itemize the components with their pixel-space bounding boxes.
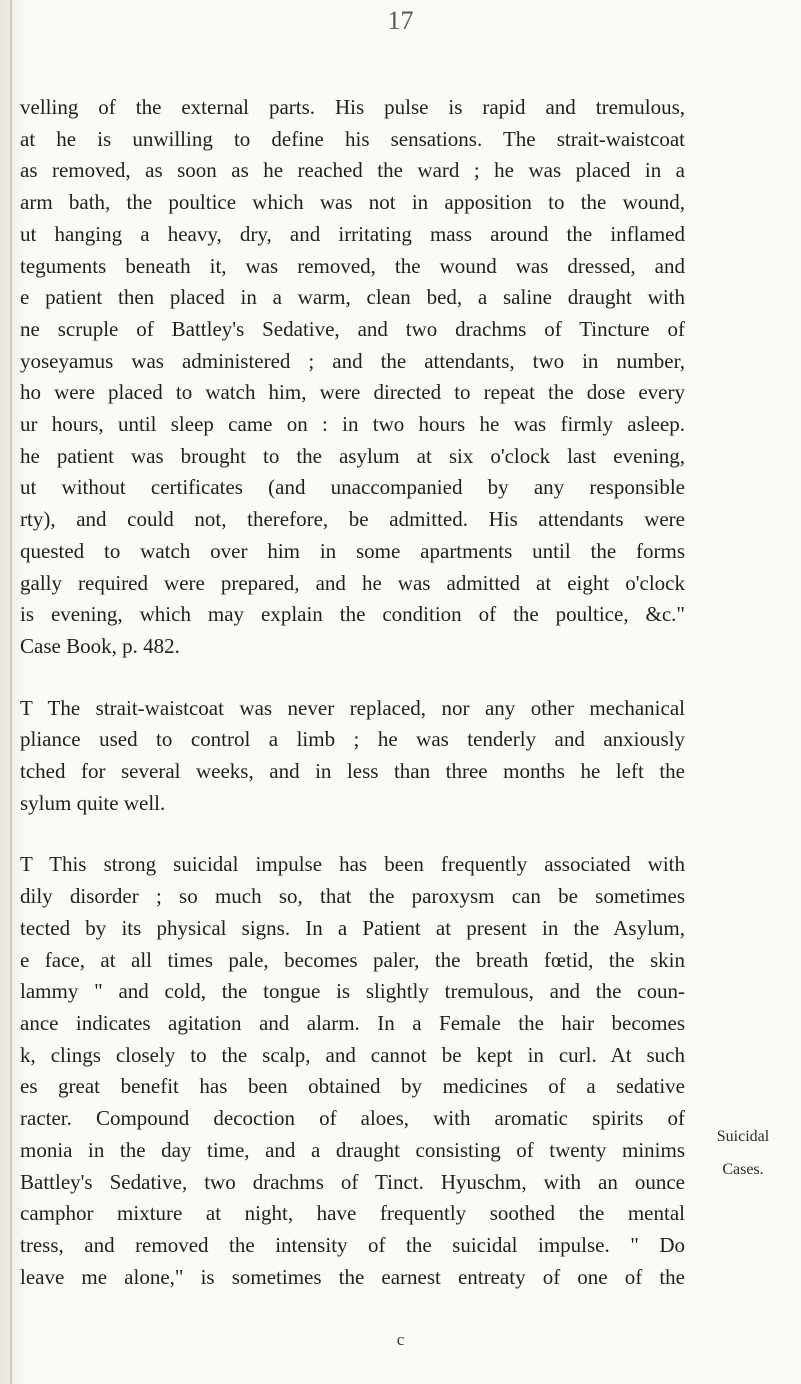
signature-mark: c — [396, 1330, 405, 1349]
text-line: Case Book, p. 482. — [20, 633, 180, 658]
text-line: yoseyamus was administered ; and the attendants, two in number, — [20, 348, 685, 373]
paragraph-2 — [20, 693, 685, 820]
text-line: teguments beneath it, was removed, the wound was dressed, and — [20, 253, 685, 278]
text-line: tress, and removed the intensity of the suicidal impulse. " Do — [20, 1232, 685, 1257]
text-line: at he is unwilling to define his sensations. The strait-waistcoat — [20, 126, 685, 151]
margin-note-line: Cases. — [722, 1161, 764, 1178]
text-line: ance indicates agitation and alarm. In a Female the hair becomes — [20, 1010, 685, 1035]
text-line: sylum quite well. — [20, 790, 166, 815]
text-line: racter. Compound decoction of aloes, with aromatic spirits of — [20, 1106, 685, 1131]
page-number: 17 — [387, 6, 414, 35]
text-line: quested to watch over him in some apartments until the forms — [20, 538, 685, 563]
text-line: monia in the day time, and a draught consisting of twenty minims — [20, 1137, 685, 1162]
text-line: e patient then placed in a warm, clean bed, a saline draught with — [20, 285, 685, 310]
text-line: k, clings closely to the scalp, and cannot be kept in curl. At such — [20, 1042, 685, 1067]
text-line: gally required were prepared, and he was admitted at eight o'clock — [20, 570, 685, 595]
text-line: tched for several weeks, and in less than three months he left the — [20, 759, 685, 784]
text-line: T The strait-waistcoat was never replaced, nor any other mechanical — [20, 695, 685, 720]
text-line: pliance used to control a limb ; he was tenderly and anxiously — [20, 727, 685, 752]
text-line: dily disorder ; so much so, that the paroxysm can be sometimes — [20, 884, 685, 909]
text-line: rty), and could not, therefore, be admitted. His attendants were — [20, 507, 685, 532]
text-line: leave me alone," is sometimes the earnest entreaty of one of the — [20, 1264, 685, 1289]
text-line: ut without certificates (and unaccompanied by any responsible — [20, 475, 685, 500]
text-line: tected by its physical signs. In a Patient at present in the Asylum, — [20, 915, 685, 940]
paragraph-1 — [20, 92, 685, 663]
text-line: lammy " and cold, the tongue is slightly tremulous, and the coun- — [20, 979, 685, 1004]
margin-note-line: Suicidal — [716, 1128, 770, 1145]
text-line: es great benefit has been obtained by medicines of a sedative — [20, 1074, 685, 1099]
text-line: velling of the external parts. His pulse is rapid and tremulous, — [20, 95, 685, 119]
text-line: arm bath, the poultice which was not in apposition to the wound, — [20, 190, 685, 215]
text-line: camphor mixture at night, have frequently soothed the mental — [20, 1201, 685, 1226]
text-line: ut hanging a heavy, dry, and irritating mass around the inflamed — [20, 221, 685, 246]
text-line: ho were placed to watch him, were directed to repeat the dose every — [20, 380, 685, 405]
text-line: e face, at all times pale, becomes paler, the breath fœtid, the skin — [20, 947, 685, 972]
text-line: is evening, which may explain the condition of the poultice, &c." — [20, 602, 685, 627]
text-line: T This strong suicidal impulse has been frequently associated with — [20, 852, 685, 877]
paragraph-3 — [20, 849, 685, 1293]
text-line: ur hours, until sleep came on : in two hours he was firmly asleep. — [20, 412, 685, 437]
text-line: he patient was brought to the asylum at six o'clock last evening, — [20, 443, 685, 468]
text-line: Battley's Sedative, two drachms of Tinct. Hyuschm, with an ounce — [20, 1169, 685, 1194]
body-text — [20, 92, 685, 1293]
text-line: as removed, as soon as he reached the ward ; he was placed in a — [20, 158, 685, 183]
text-line: ne scruple of Battley's Sedative, and two drachms of Tincture of — [20, 316, 685, 341]
margin-note — [688, 1120, 798, 1186]
paragraph-gap — [20, 663, 685, 693]
paragraph-gap — [20, 819, 685, 849]
